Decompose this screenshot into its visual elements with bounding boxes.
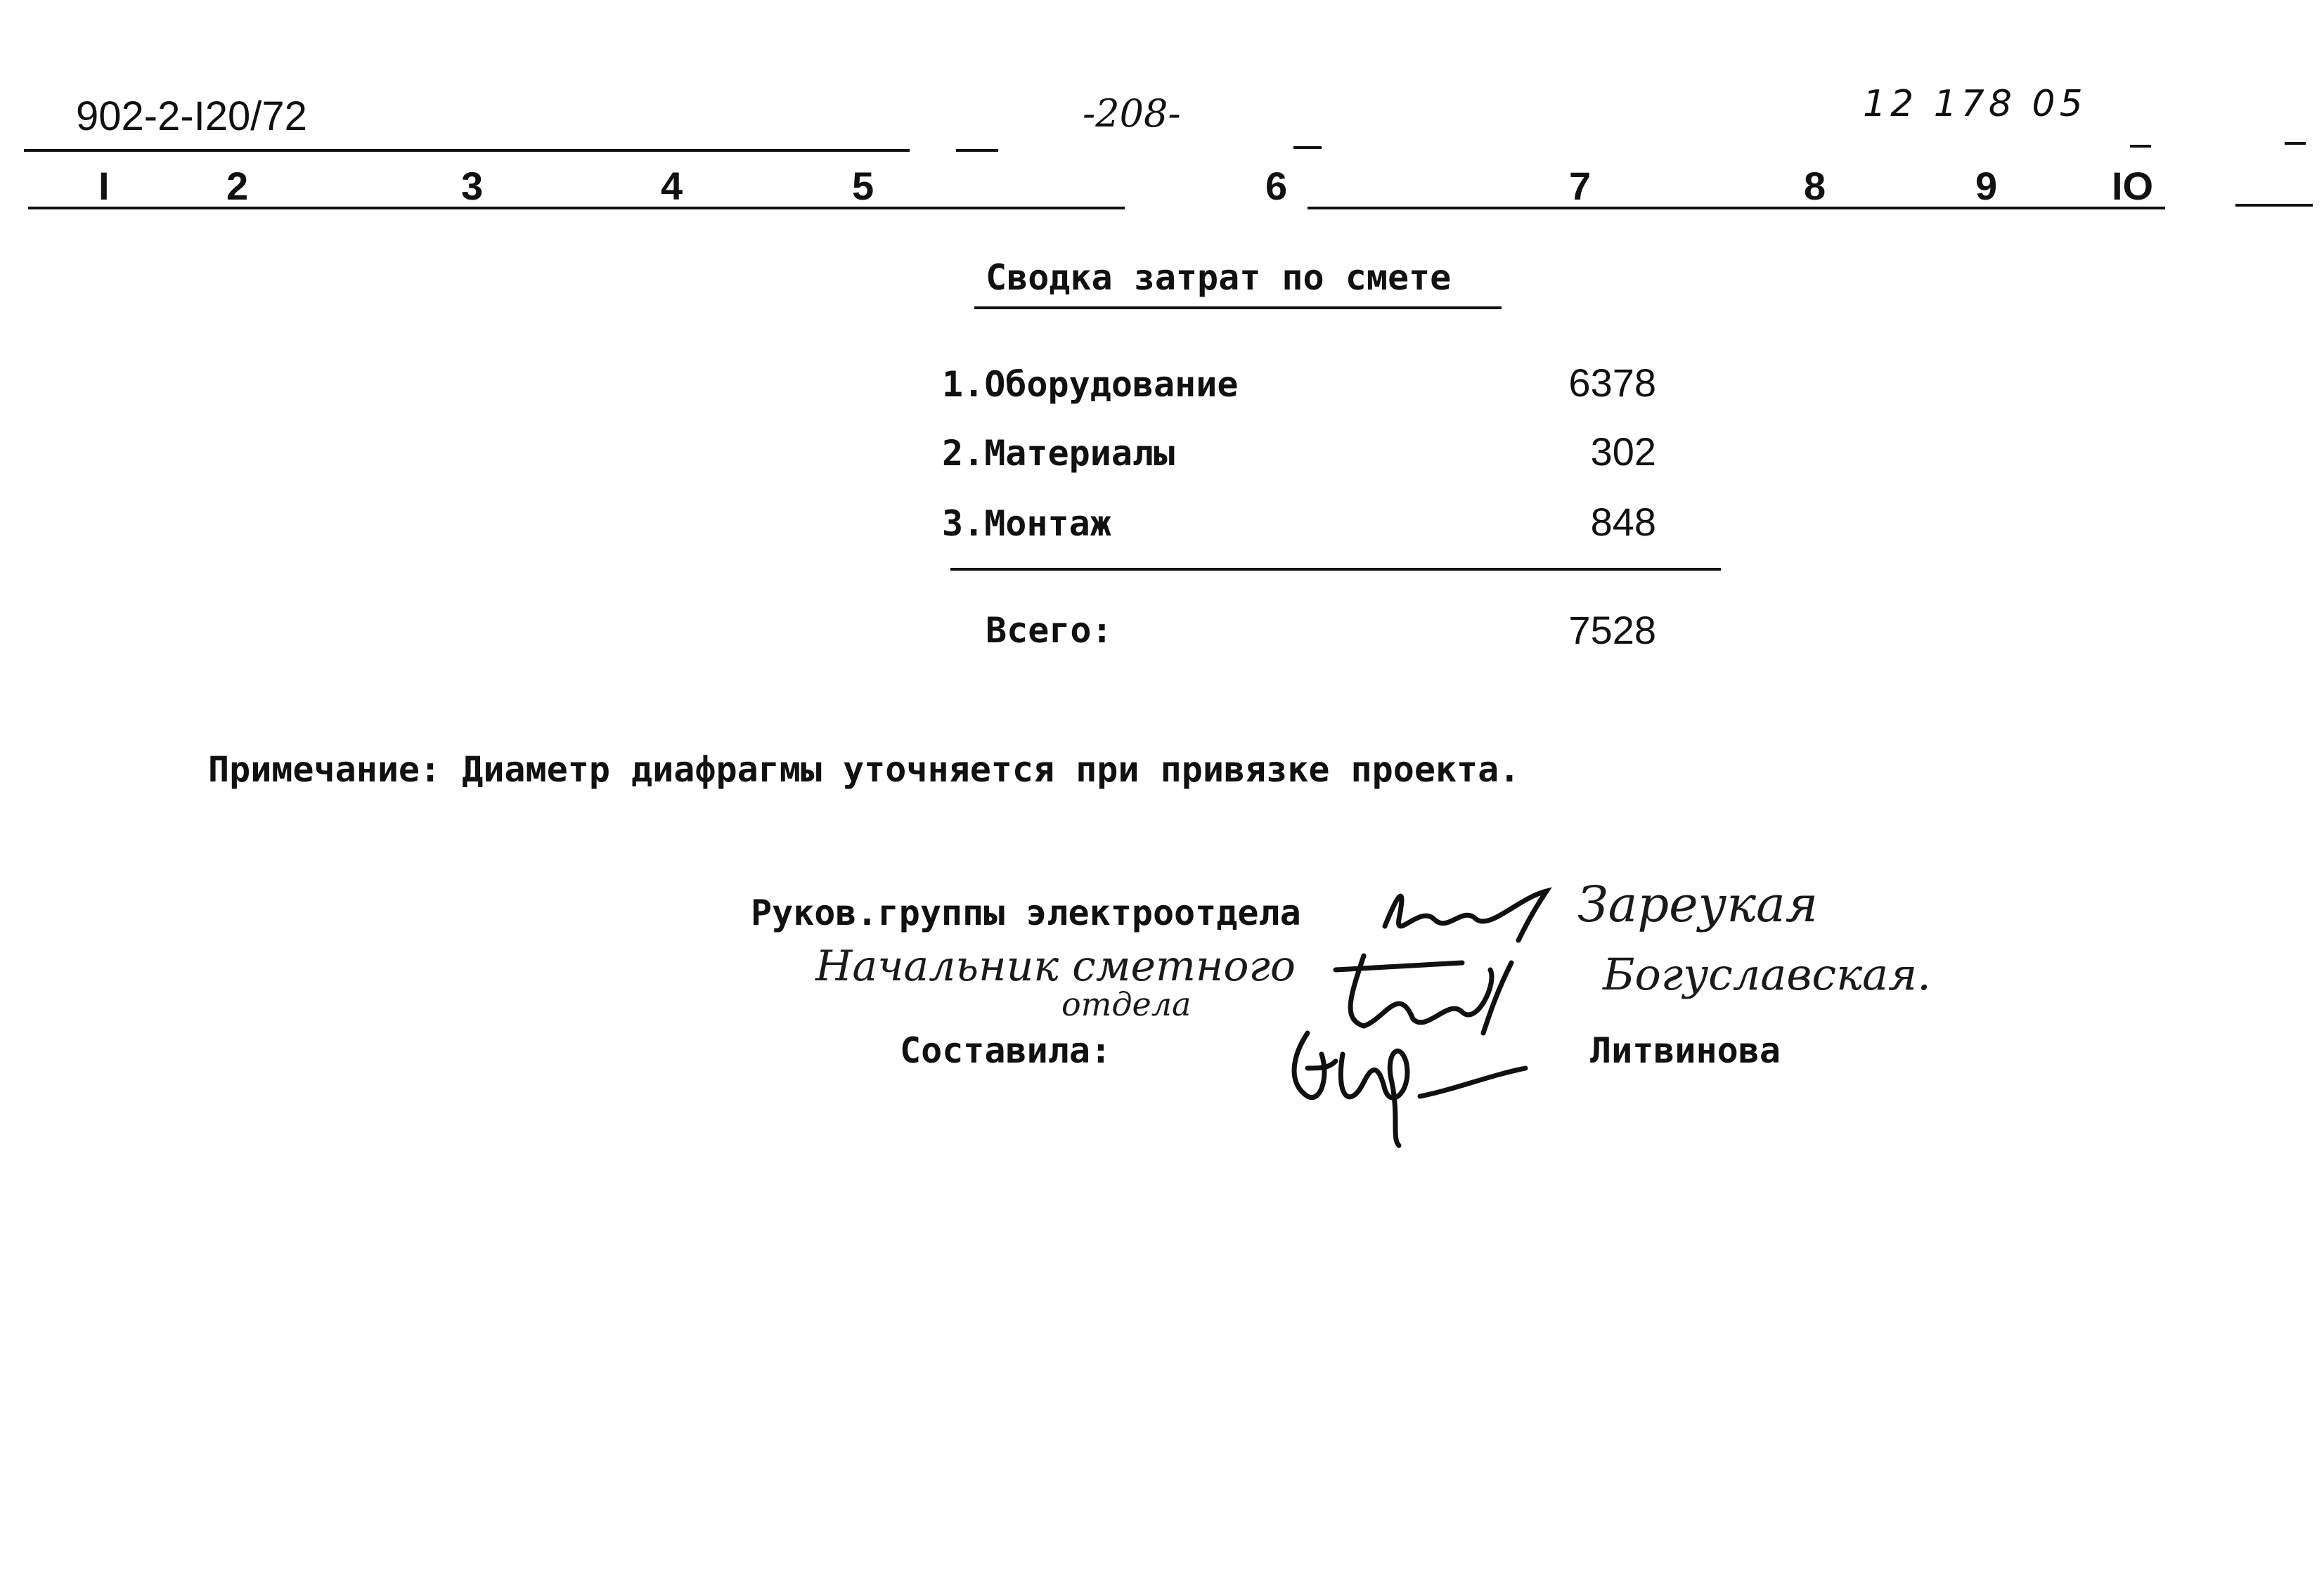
compiler-title: Составила: bbox=[900, 1030, 1112, 1071]
document-code: 902-2-I20/72 bbox=[76, 93, 307, 139]
dept-head-title-line1: Начальник сметного bbox=[815, 942, 1296, 991]
column-number-10: IO bbox=[2112, 164, 2154, 208]
header-rule-top-seg2 bbox=[956, 149, 998, 152]
header-rule-top-seg5 bbox=[2285, 142, 2306, 145]
column-number-7: 7 bbox=[1569, 164, 1592, 208]
group-head-name: Зареукая bbox=[1577, 876, 1819, 933]
summary-row-value-2: 302 bbox=[1590, 429, 1656, 474]
summary-row-value-1: 6378 bbox=[1568, 361, 1656, 405]
summary-row-label-2: 2.Материалы bbox=[942, 433, 1175, 474]
header-rule-top-seg4 bbox=[2130, 145, 2151, 148]
summary-row-value-3: 848 bbox=[1590, 500, 1656, 544]
summary-row-label-3: 3.Монтаж bbox=[942, 503, 1111, 544]
header-rule-top bbox=[24, 149, 910, 152]
column-number-3: 3 bbox=[461, 164, 484, 208]
compiler-name: Литвинова bbox=[1590, 1030, 1781, 1071]
summary-row-label-1: 1.Оборудование bbox=[942, 364, 1239, 405]
header-rule-bottom bbox=[28, 207, 1125, 209]
group-head-title: Руков.группы электроотдела bbox=[751, 893, 1301, 933]
registration-number: 12 178 05 bbox=[1863, 83, 2087, 125]
column-number-9: 9 bbox=[1975, 164, 1998, 208]
header-rule-top-seg3 bbox=[1293, 146, 1322, 149]
column-number-2: 2 bbox=[226, 164, 249, 208]
summary-title-underline bbox=[974, 306, 1502, 309]
column-number-6: 6 bbox=[1265, 164, 1288, 208]
note-text: Примечание: Диаметр диафрагмы уточняется при привязке проекта. bbox=[208, 749, 1521, 790]
signature-compiler bbox=[1279, 1012, 1547, 1153]
summary-total-rule bbox=[950, 568, 1721, 571]
page-number: -208- bbox=[1083, 91, 1181, 136]
column-number-4: 4 bbox=[661, 164, 683, 208]
column-number-1: I bbox=[98, 164, 110, 208]
summary-title: Сводка затрат по смете bbox=[986, 257, 1452, 298]
dept-head-name: Богуславская. bbox=[1603, 949, 1931, 1000]
dept-head-title-line2: отдела bbox=[1061, 985, 1192, 1023]
header-rule-bottom-seg3 bbox=[2235, 204, 2313, 207]
column-number-5: 5 bbox=[852, 164, 874, 208]
summary-total-label: Всего: bbox=[986, 610, 1113, 651]
summary-total-value: 7528 bbox=[1568, 608, 1656, 652]
header-rule-bottom-seg2 bbox=[1308, 207, 2165, 209]
column-number-8: 8 bbox=[1804, 164, 1826, 208]
